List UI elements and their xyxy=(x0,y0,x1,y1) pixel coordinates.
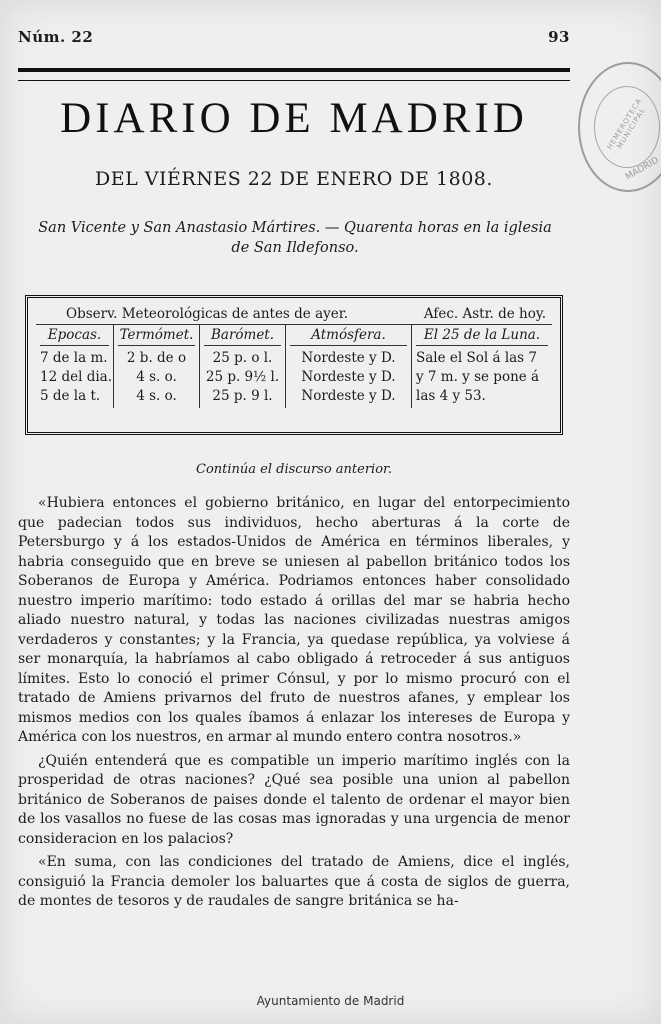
col-termometro xyxy=(114,325,200,408)
masthead-title: DIARIO DE MADRID xyxy=(60,95,528,142)
dateline: DEL VIÉRNES 22 DE ENERO DE 1808. xyxy=(95,168,493,190)
epoca-cell: 7 de la m. xyxy=(40,350,108,366)
weather-grid xyxy=(36,325,552,408)
article-paragraph: «En suma, con las condiciones del tratado de Amiens, dice el inglés, consiguió la Francia demoler los baluartes que á costa de siglos de guerra, de montes de tesoros y de raudales de sangre británica se ha- xyxy=(18,854,570,909)
barometro-cell: 25 p. 9½ l. xyxy=(205,369,280,385)
weather-titles xyxy=(36,302,552,325)
footer-credit: Ayuntamiento de Madrid xyxy=(256,994,405,1008)
col-atmosfera-head: Atmósfera. xyxy=(290,327,407,346)
atmosfera-cell: Nordeste y D. xyxy=(301,350,396,366)
col-epocas xyxy=(36,325,114,408)
luna-text: Sale el Sol á las 7 y 7 m. y se pone á las 4 y 53. xyxy=(416,350,540,404)
weather-table xyxy=(25,295,563,435)
barometro-cell: 25 p. 9 l. xyxy=(212,388,273,404)
header-rule xyxy=(18,68,570,81)
article-paragraph: «Hubiera entonces el gobierno británico, en lugar del entorpecimiento que padecian todos sus individuos, hecho aberturas á la corte de Petersburgo y á los estados-Unidos de América en términos liberales, y habria conseguido que en breve se uniesen al pabellon británico todos los Soberanos de Europa y América. Podriamos entonces haber consolidado nuestro imperio marítimo: todo estado á orillas del mar se habria hecho aliado nuestro natural, y todas las naciones civilizadas nuestras amigos verdaderos y constantes; y la Francia, ya quedase república, ya volviese á ser monarquía, la habríamos al cabo obligado á retroceder á sus antiguos límites. Esto lo conoció el primer Cónsul, y por lo mismo procuró con el tratado de Amiens privarnos del fruto de nuestros afanes, y emplear los mismos medios con los quales íbamos á enlazar los intereses de Europa y América con los nuestros, en armar al mundo entero contra nosotros.» xyxy=(18,495,570,745)
col-termometro-head: Termómet. xyxy=(118,327,195,346)
article-body xyxy=(18,494,570,916)
termometro-cell: 4 s. o. xyxy=(136,388,177,404)
stamp-text: HEMEROTECA MUNICIPAL xyxy=(605,96,648,151)
epoca-cell: 12 del dia. xyxy=(40,369,113,385)
col-luna xyxy=(412,325,552,408)
barometro-cell: 25 p. o l. xyxy=(212,350,273,366)
col-epocas-head: Epocas. xyxy=(40,327,109,346)
col-barometro-head: Barómet. xyxy=(204,327,281,346)
library-stamp xyxy=(578,62,661,192)
col-luna-head: El 25 de la Luna. xyxy=(416,327,548,346)
termometro-cell: 2 b. de o xyxy=(126,350,187,366)
article-paragraph: ¿Quién entenderá que es compatible un imperio marítimo inglés con la prosperidad de otras naciones? ¿Qué sea posible una union al pabellon británico de Soberanos de paises donde el talento de ordenar el mayor bien de los vasallos no fuese de las cosas mas ignoradas y una urgencia de menor consideracion en los palacios? xyxy=(18,752,570,847)
header-line xyxy=(18,28,570,46)
termometro-cell: 4 s. o. xyxy=(136,369,177,385)
atmosfera-cell: Nordeste y D. xyxy=(301,388,396,404)
col-atmosfera xyxy=(286,325,412,408)
saints-of-day: San Vicente y San Anastasio Mártires. — Quarenta horas en la iglesia de San Ildefonso. xyxy=(38,220,552,256)
col-barometro xyxy=(200,325,286,408)
page-number: 93 xyxy=(548,28,570,46)
weather-title-left: Observ. Meteorológicas de antes de ayer. xyxy=(66,306,349,322)
stamp-city: MADRID xyxy=(623,155,661,183)
epoca-cell: 5 de la t. xyxy=(40,388,101,404)
issue-number: Núm. 22 xyxy=(18,28,94,46)
weather-title-right: Afec. Astr. de hoy. xyxy=(423,306,546,322)
atmosfera-cell: Nordeste y D. xyxy=(301,369,396,385)
article-subtitle: Continúa el discurso anterior. xyxy=(196,462,392,477)
